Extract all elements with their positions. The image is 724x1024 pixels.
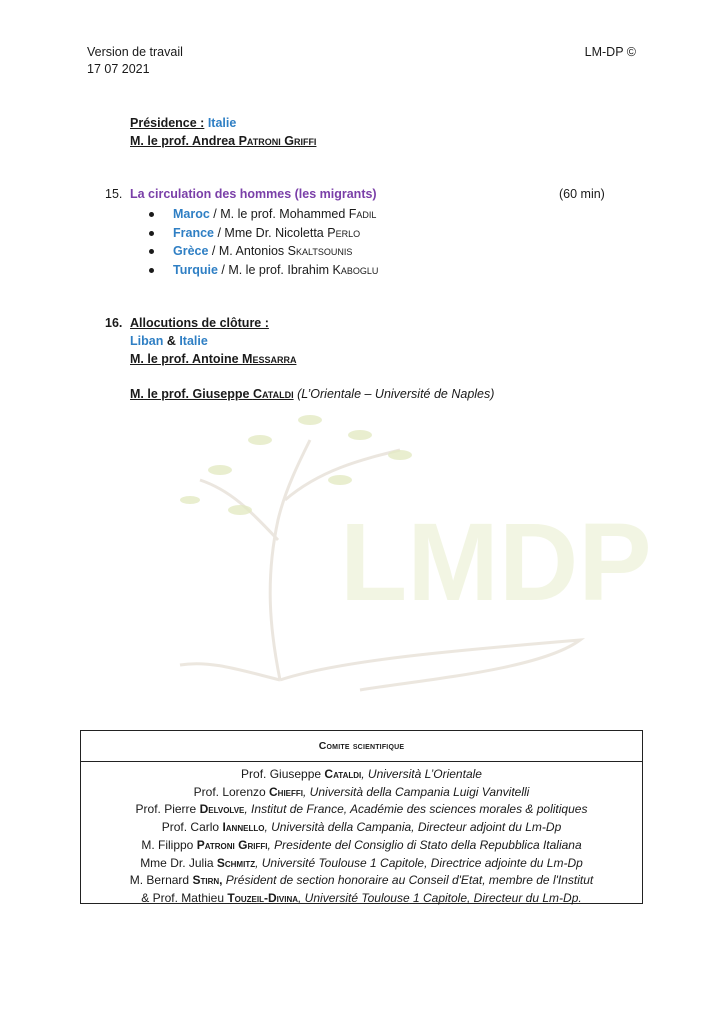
person-surname: Cataldi	[252, 387, 294, 401]
speaker-surname: Skaltsounis	[287, 244, 353, 258]
speaker-name: / Mme Dr. Nicoletta	[214, 225, 328, 240]
person-surname: Messarra	[242, 352, 297, 366]
member-affiliation: , Presidente del Consiglio di Stato della Repubblica Italiana	[267, 837, 582, 852]
committee-member	[81, 855, 642, 873]
member-surname: Schmitz	[216, 855, 256, 870]
item-16-countries	[130, 332, 208, 350]
item-16-title: Allocutions de clôture :	[130, 316, 269, 330]
presidency-person-prefix: M. le prof. Andrea	[130, 134, 239, 148]
item-16-country-2: Italie	[179, 334, 208, 348]
member-prefix: M. Filippo	[141, 837, 197, 852]
speaker-country: Grèce	[173, 244, 209, 258]
committee-member	[81, 890, 642, 908]
list-item	[148, 205, 378, 224]
item-16-number: 16.	[105, 316, 123, 330]
person-prefix: M. le prof. Antoine	[130, 352, 243, 366]
list-item	[148, 261, 378, 280]
lmdp-watermark-logo	[160, 380, 652, 700]
member-surname: Patroni Griffi	[196, 837, 268, 852]
speaker-country: France	[173, 225, 214, 240]
committee-member	[81, 766, 642, 784]
tree-root	[180, 664, 280, 680]
member-surname: Cataldi	[324, 767, 362, 781]
committee-member	[81, 784, 642, 802]
presidency-country: Italie	[207, 116, 237, 130]
leaf	[248, 435, 272, 445]
item-16-person-2	[130, 385, 494, 403]
presidency-person-surname: Patroni Griffi	[238, 134, 317, 148]
presidency-person	[130, 132, 316, 150]
committee-member	[81, 801, 642, 819]
speaker-surname: Perlo	[327, 225, 361, 240]
speaker-name: / M. le prof. Mohammed	[209, 207, 349, 221]
member-surname: Stirn,	[192, 873, 223, 888]
leaf	[298, 415, 322, 425]
member-affiliation: , Università L’Orientale	[361, 767, 482, 781]
member-prefix: & Prof. Mathieu	[141, 890, 228, 905]
member-affiliation: , Università della Campania Luigi Vanvitelli	[303, 784, 530, 799]
doc-date: 17 07 2021	[87, 62, 150, 76]
member-affiliation: , Università della Campania, Directeur adjoint du Lm-Dp	[264, 820, 562, 835]
speaker-surname: Fadil	[348, 207, 377, 221]
member-prefix: Prof. Carlo	[161, 820, 223, 835]
leaf	[348, 430, 372, 440]
member-affiliation: , Université Toulouse 1 Capitole, Directeur du Lm-Dp.	[298, 890, 582, 905]
member-prefix: Prof. Lorenzo	[193, 784, 270, 799]
item-15-speakers	[148, 205, 378, 279]
committee-members	[81, 762, 642, 908]
speaker-name: / M. Antonios	[208, 244, 288, 258]
speaker-country: Turquie	[173, 262, 218, 277]
committee-member	[81, 819, 642, 837]
leaf	[228, 505, 252, 515]
speaker-surname: Kaboglu	[332, 262, 379, 277]
leaf	[180, 496, 200, 504]
member-surname: Chieffi	[269, 784, 304, 799]
leaf	[208, 465, 232, 475]
person-prefix: M. le prof. Giuseppe	[130, 387, 253, 401]
member-affiliation: , Institut de France, Académie des sciences morales & politiques	[244, 802, 588, 817]
watermark-letters: LMDP	[340, 501, 652, 624]
member-prefix: Prof. Pierre	[135, 802, 200, 817]
member-affiliation: , Université Toulouse 1 Capitole, Directrice adjointe du Lm-Dp	[255, 855, 583, 870]
member-affiliation: Président de section honoraire au Conseil d'Etat, membre de l'Institut	[222, 873, 594, 888]
presidency-line	[130, 114, 236, 132]
leaf	[328, 475, 352, 485]
member-surname: Iannello	[222, 820, 265, 835]
list-item	[148, 242, 378, 261]
speaker-name: / M. le prof. Ibrahim	[217, 262, 333, 277]
leaf	[388, 450, 412, 460]
committee-member	[81, 872, 642, 890]
committee-title: Comite scientifique	[81, 731, 642, 762]
committee-member	[81, 837, 642, 855]
member-surname: Delvolve	[199, 802, 245, 817]
item-15-title: La circulation des hommes (les migrants)	[130, 187, 377, 201]
member-surname: Touzeil-Divina	[227, 890, 299, 905]
item-16-country-1: Liban	[130, 334, 164, 348]
tree-trunk	[270, 440, 310, 680]
doc-version: Version de travail	[87, 45, 183, 59]
presidency-label: Présidence :	[130, 116, 205, 130]
item-16-ampersand: &	[163, 334, 180, 348]
item-15-number: 15.	[105, 187, 123, 201]
header-left	[87, 44, 183, 78]
list-item	[148, 224, 378, 243]
member-prefix: Mme Dr. Julia	[140, 855, 217, 870]
scientific-committee-box	[80, 730, 643, 904]
speaker-country: Maroc	[173, 207, 210, 221]
member-prefix: Prof. Giuseppe	[241, 767, 325, 781]
item-16-person-1	[130, 350, 296, 368]
member-prefix: M. Bernard	[129, 873, 193, 888]
tree-root-swirl	[280, 640, 580, 690]
person-affiliation: (L’Orientale – Université de Naples)	[293, 387, 495, 401]
item-15-duration: (60 min)	[559, 187, 605, 201]
header-copyright: LM-DP ©	[584, 45, 636, 59]
